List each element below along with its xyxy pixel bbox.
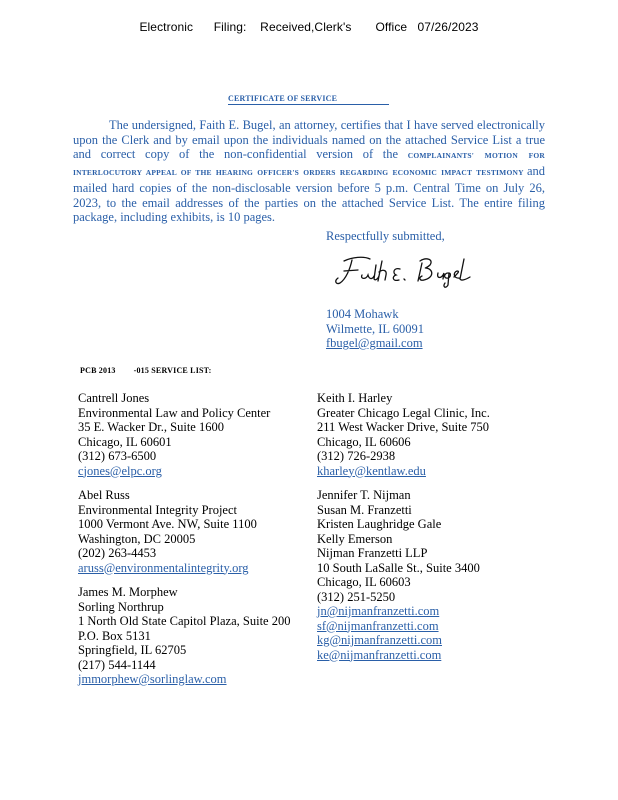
contact-email-link[interactable]: aruss@environmentalintegrity.org [78,560,249,575]
contact-line: Environmental Integrity Project [78,502,237,517]
contact-line: Nijman Franzetti LLP [317,546,428,560]
contact-email-link[interactable]: kg@nijmanfranzetti.com [317,633,443,647]
contact-line: Washington, DC 20005 [78,531,196,546]
address-line-1: 1004 Mohawk [326,307,399,321]
contact-line: Greater Chicago Legal Clinic, Inc. [317,405,490,420]
contact-line: (312) 673-6500 [78,449,157,463]
service-contact-russ [78,488,318,575]
contact-email-link[interactable]: ke@nijmanfranzetti.com [317,647,442,662]
address-line-2: Wilmette, IL 60091 [326,321,424,336]
contact-line: Environmental Law and Policy Center [78,405,271,420]
contact-line: Susan M. Franzetti [317,502,412,517]
respectfully-submitted: Respectfully submitted, [326,229,445,243]
contact-line: (217) 544-1144 [78,657,156,672]
contact-line: (202) 263-4453 [78,546,157,560]
contact-line: 1000 Vermont Ave. NW, Suite 1100 [78,517,257,531]
contact-line: Abel Russ [78,488,130,502]
handwritten-signature [330,251,490,291]
service-list-title [80,366,211,375]
certificate-title: CERTIFICATE OF SERVICE [228,94,389,105]
contact-line: Chicago, IL 60601 [78,434,172,449]
contact-email-link[interactable]: jn@nijmanfranzetti.com [317,604,440,618]
contact-line: Cantrell Jones [78,391,150,405]
certificate-body-part1: The undersigned, Faith E. Bugel, an attorney, certifies that I have served electronically upon the Clerk and by email upon the individuals named on the attached Service List a true and correct copy of the non-confidential version of the [73,118,545,162]
motion-title: COMPLAINANTS' MOTION FOR INTERLOCUTORY APPEAL OF THE HEARING OFFICER'S ORDERS REGARDING ECONOMIC IMPACT TESTIMONY [73,151,545,178]
certificate-body [73,118,545,225]
contact-line: Chicago, IL 60603 [317,575,411,589]
contact-line: James M. Morphew [78,585,178,599]
contact-line: 35 E. Wacker Dr., Suite 1600 [78,420,224,434]
contact-email-link[interactable]: sf@nijmanfranzetti.com [317,618,439,633]
contact-line: Chicago, IL 60606 [317,434,411,449]
contact-email-link[interactable]: cjones@elpc.org [78,463,162,478]
contact-line: Jennifer T. Nijman [317,488,411,502]
service-contact-harley [317,391,517,478]
contact-line: Springfield, IL 62705 [78,643,187,657]
service-list-label: -015 SERVICE LIST: [133,366,212,375]
contact-line: 10 South LaSalle St., Suite 3400 [317,560,480,575]
service-contact-morphew [78,585,293,687]
service-list-case: PCB 2013 [80,366,116,375]
contact-line: Kelly Emerson [317,531,393,546]
contact-line: 211 West Wacker Drive, Suite 750 [317,420,490,434]
attorney-email-link[interactable]: fbugel@gmail.com [326,336,423,350]
contact-line: Kristen Laughridge Gale [317,517,442,531]
contact-email-link[interactable]: jmmorphew@sorlinglaw.com [78,672,227,686]
service-contact-nijman [317,488,502,662]
contact-email-link[interactable]: kharley@kentlaw.edu [317,463,426,478]
contact-line: (312) 726-2938 [317,449,396,463]
service-contact-jones [78,391,318,478]
contact-line: Keith I. Harley [317,391,393,405]
attorney-address [326,307,424,351]
contact-line: (312) 251-5250 [317,589,396,604]
certificate-body-part2: and mailed hard copies of the non-disclosable version before 5 p.m. Central Time on July 26, 2023, to the email addresses of the parties on the attached Service List. The entire filing package, including exhibits, is 10 pages. [73,164,545,225]
contact-line: 1 North Old State Capitol Plaza, Suite 200 [78,614,291,628]
contact-line: P.O. Box 5131 [78,628,151,643]
contact-line: Sorling Northrup [78,599,164,614]
filing-header: Electronic Filing: Received,Clerk's Office 07/26/2023 [139,20,479,34]
